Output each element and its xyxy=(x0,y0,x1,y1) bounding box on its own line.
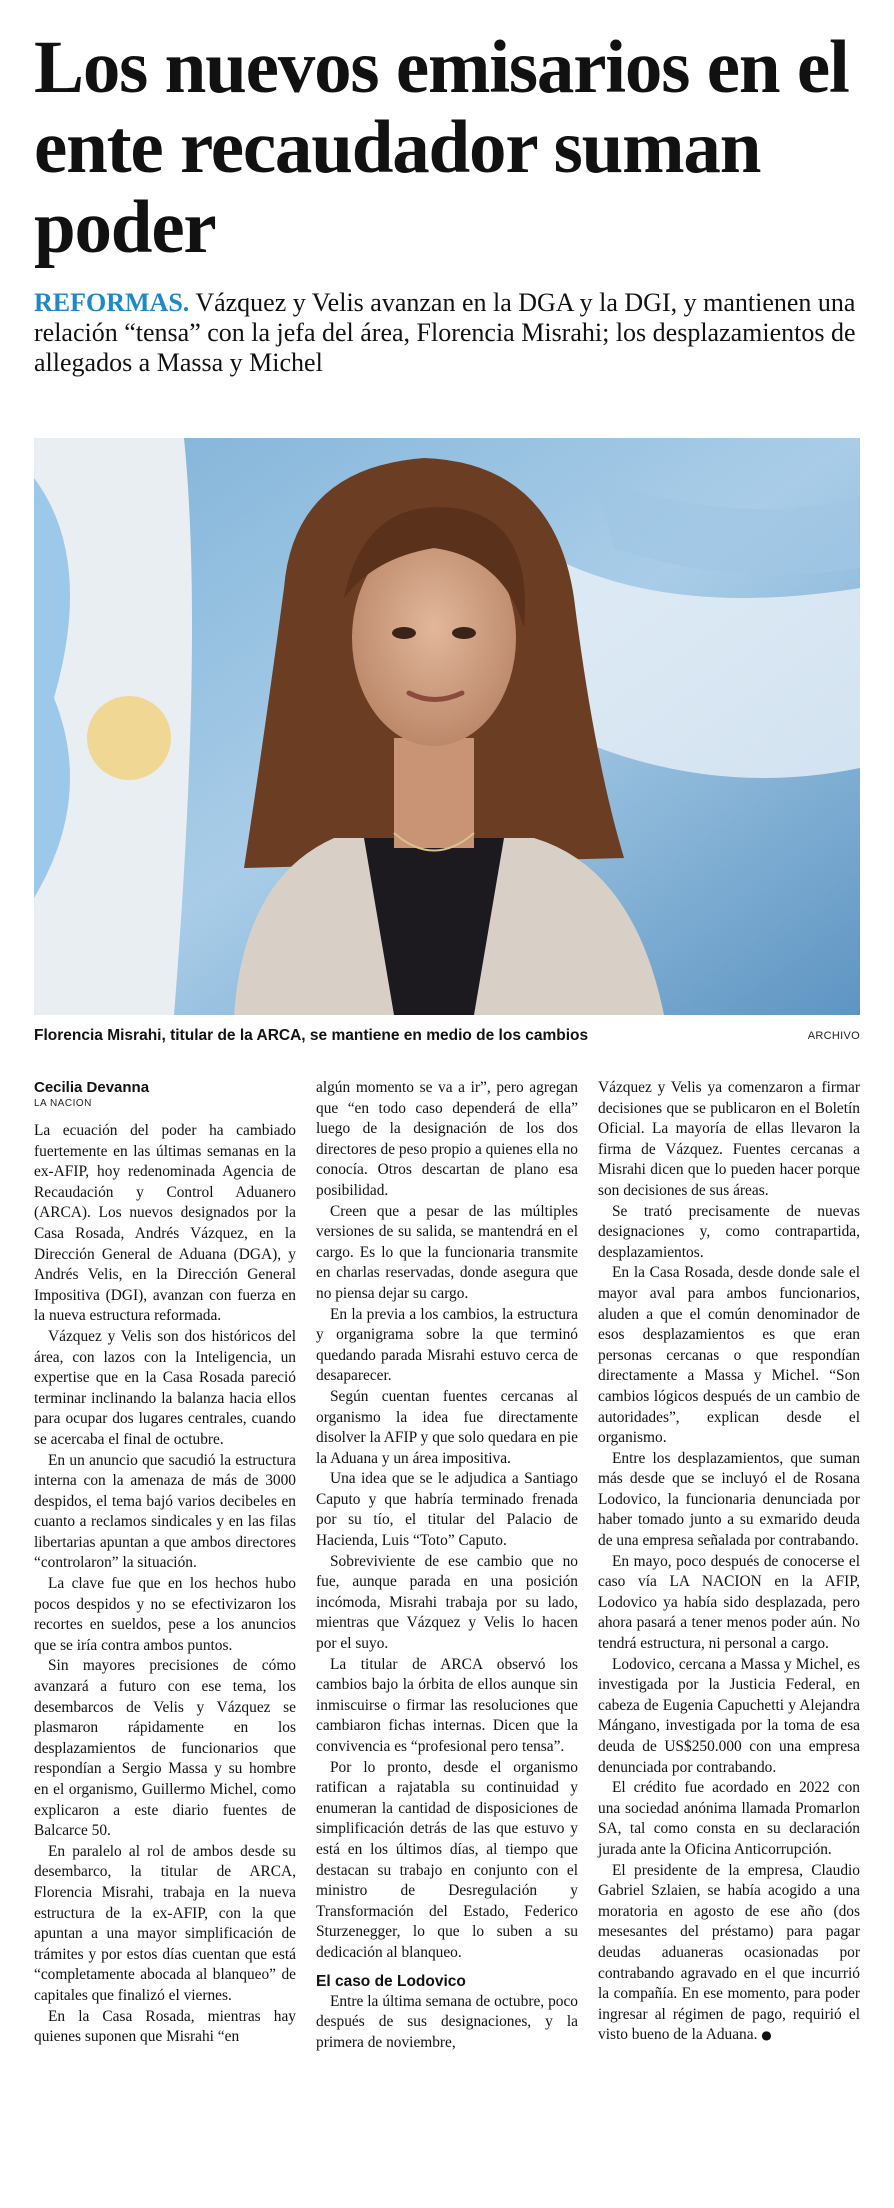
article xyxy=(34,26,860,2051)
paragraph: En mayo, poco después de conocerse el caso vía LA NACION en la AFIP, Lodovico ya había sido desplazada, pero ahora pasará a tener menos poder aún. No tendrá estructura, ni personal a cargo. xyxy=(598,1552,860,1653)
paragraph: En paralelo al rol de ambos desde su desembarco, la titular de ARCA, Florencia Misrahi, trabaja en la nueva estructura de la ex-AFIP, con la que apuntan a una mayor simplificación de trámites y por estos días cuentan que está “completamente abocada al blanqueo” de capitales que finalizó el viernes. xyxy=(34,1842,296,2004)
paragraph: En la Casa Rosada, mientras hay quienes suponen que Misrahi “en xyxy=(34,2007,296,2046)
subhead-text: Vázquez y Velis avanzan en la DGA y la DGI, y mantienen una relación “tensa” con la jefa del área, Florencia Misrahi; los desplazamientos de allegados a Massa y Michel xyxy=(34,288,856,377)
outlet: LA NACION xyxy=(34,1098,92,1109)
paragraph: La ecuación del poder ha cambiado fuertemente en las últimas semanas en la ex-AFIP, hoy redenominada Agencia de Recaudación y Control Aduanero (ARCA). Los nuevos designados por la Casa Rosada, Andrés Vázquez, en la Dirección General de Aduana (DGA), y Andrés Velis, en la Dirección General Impositiva (DGI), avanzan con fuerza en la nueva estructura reformada. xyxy=(34,1122,296,1325)
paragraph: En la Casa Rosada, desde donde sale el mayor aval para ambos funcionarios, aluden a que el común denominador de esos desplazamientos es que eran personas cercanas o que respondían directamente a Massa y Michel. “Son cambios lógicos después de un cambio de autoridades”, explican desde el organismo. xyxy=(598,1264,860,1447)
subheadline xyxy=(34,288,860,378)
paragraph: Vázquez y Velis ya comenzaron a firmar decisiones que se publicaron en el Boletín Oficial. La mayoría de ellas llevaron la firma de Vázquez. Fuentes cercanas a Misrahi dicen que lo pueden hacer porque son decisiones de sus áreas. xyxy=(598,1079,860,1199)
paragraph: Una idea que se le adjudica a Santiago Caputo y que habría terminado frenada por su tío, el titular del Palacio de Hacienda, Luis “Toto” Caputo. xyxy=(316,1470,578,1550)
byline: Cecilia Devanna xyxy=(34,1079,150,1096)
column-3 xyxy=(598,1078,860,2046)
paragraph: La titular de ARCA observó los cambios bajo la órbita de ellos aunque sin inmiscuirse o firmar las resoluciones que cambiaron fichas internas. Dicen que la convivencia es “profesional pero tensa”. xyxy=(316,1655,578,1755)
paragraph: Entre la última semana de octubre, poco después de sus designaciones, y la primera de noviembre, xyxy=(316,1992,578,2051)
paragraph: Sobreviviente de ese cambio que no fue, aunque parada en una posición incómoda, Misrahi trabaja por su lado, mientras que Vázquez y Velis lo hacen por el suyo. xyxy=(316,1552,578,1653)
portrait-illustration xyxy=(34,438,860,1015)
paragraph: El crédito fue acordado en 2022 con una sociedad anónima llamada Promarlon SA, tal como consta en su declaración jurada ante la Oficina Anticorrupción. xyxy=(598,1779,860,1858)
paragraph: En la previa a los cambios, la estructura y organigrama sobre la que terminó quedando parada Misrahi estuvo cerca de desaparecer. xyxy=(316,1305,578,1385)
paragraph: Vázquez y Velis son dos históricos del área, con lazos con la Inteligencia, un expertise que en la Casa Rosada pareció terminar inclinando la balanza hacia ellos para ocupar dos lugares centrales, cuando se acercaba el final de octubre. xyxy=(34,1327,296,1448)
end-mark: ● xyxy=(761,2028,772,2043)
article-photo xyxy=(34,438,860,1015)
section-subtitle: El caso de Lodovico xyxy=(316,1972,466,1990)
photo-caption: Florencia Misrahi, titular de la ARCA, se mantiene en medio de los cambios xyxy=(34,1027,589,1044)
photo-credit: ARCHIVO xyxy=(807,1030,860,1042)
paragraph: En un anuncio que sacudió la estructura interna con la amenaza de más de 3000 despidos, el tema bajó varios decibeles en cuanto a reclamos sindicales y en las filas libertarias apuntan a que ambos directores “controlaron” la situación. xyxy=(34,1451,296,1572)
paragraph: Entre los desplazamientos, que suman más desde que se incluyó el de Rosana Lodovico, la funcionaria denunciada por haber tomado junto a su exmarido deuda de una empresa señalada por contrabando. xyxy=(598,1449,860,1550)
caption-row xyxy=(34,1024,860,1048)
paragraph: La clave fue que en los hechos hubo pocos despidos y no se efectivizaron los recortes en sueldos, pese a los anuncios que se iría contra ambos puntos. xyxy=(34,1575,296,1654)
paragraph: Por lo pronto, desde el organismo ratifican a rajatabla su continuidad y enumeran la cantidad de disposiciones de simplificación detrás de las que estuvo y está en los últimos días, al tiempo que destacan su trabajo en conjunto con el ministro de Desregulación y Transformación del Estado, Federico Sturzenegger, lo que lo suben a su dedicación al blanqueo. xyxy=(316,1758,578,1961)
kicker: REFORMAS. xyxy=(34,288,190,317)
paragraph: Sin mayores precisiones de cómo avanzará a futuro con ese tema, los desembarcos de Velis y Vázquez se plasmaron rápidamente en los desplazamientos de funcionarios que respondían a Sergio Massa y su hombre en el organismo, Guillermo Michel, como explicaron a este diario fuentes de Balcarce 50. xyxy=(34,1657,296,1840)
paragraph-text: El presidente de la empresa, Claudio Gabriel Szlaien, se había acogido a una moratoria en agosto de ese año (dos mesesantes del préstamo) para pagar deudas aduaneras ocasionadas por contrabando agravado en el que incurrió la compañía. En ese momento, para poder ingresar al régimen de pago, requirió el visto bueno de la Aduana. xyxy=(598,1861,860,2044)
paragraph: Se trató precisamente de nuevas designaciones y, como contrapartida, desplazamientos. xyxy=(598,1202,860,1261)
headline: Los nuevos emisarios en el ente recaudador suman poder xyxy=(34,26,849,269)
column-1 xyxy=(34,1078,296,2048)
paragraph: algún momento se va a ir”, pero agregan que “en todo caso dependerá de ella” luego de la designación de los dos directores de peso propio a quienes ella no conocía. Otros descartan de plano esa posibilidad. xyxy=(316,1079,578,1199)
paragraph: Creen que a pesar de las múltiples versiones de su salida, se mantendrá en el cargo. Es lo que la funcionaria transmite en charlas reservadas, donde asegura que no piensa dejar su cargo. xyxy=(316,1202,578,1302)
paragraph xyxy=(598,1861,860,2046)
article-body xyxy=(34,1078,860,2208)
column-2 xyxy=(316,1078,578,2053)
paragraph: Según cuentan fuentes cercanas al organismo la idea fue directamente disolver la AFIP y que solo quedara en pie la Aduana y un área impositiva. xyxy=(316,1387,578,1467)
paragraph: Lodovico, cercana a Massa y Michel, es investigada por la Justicia Federal, en cabeza de Eugenia Capuchetti y Alejandra Mángano, investigada por la toma de esa deuda de US$250.000 con una empresa denunciada por contrabando. xyxy=(598,1655,860,1776)
